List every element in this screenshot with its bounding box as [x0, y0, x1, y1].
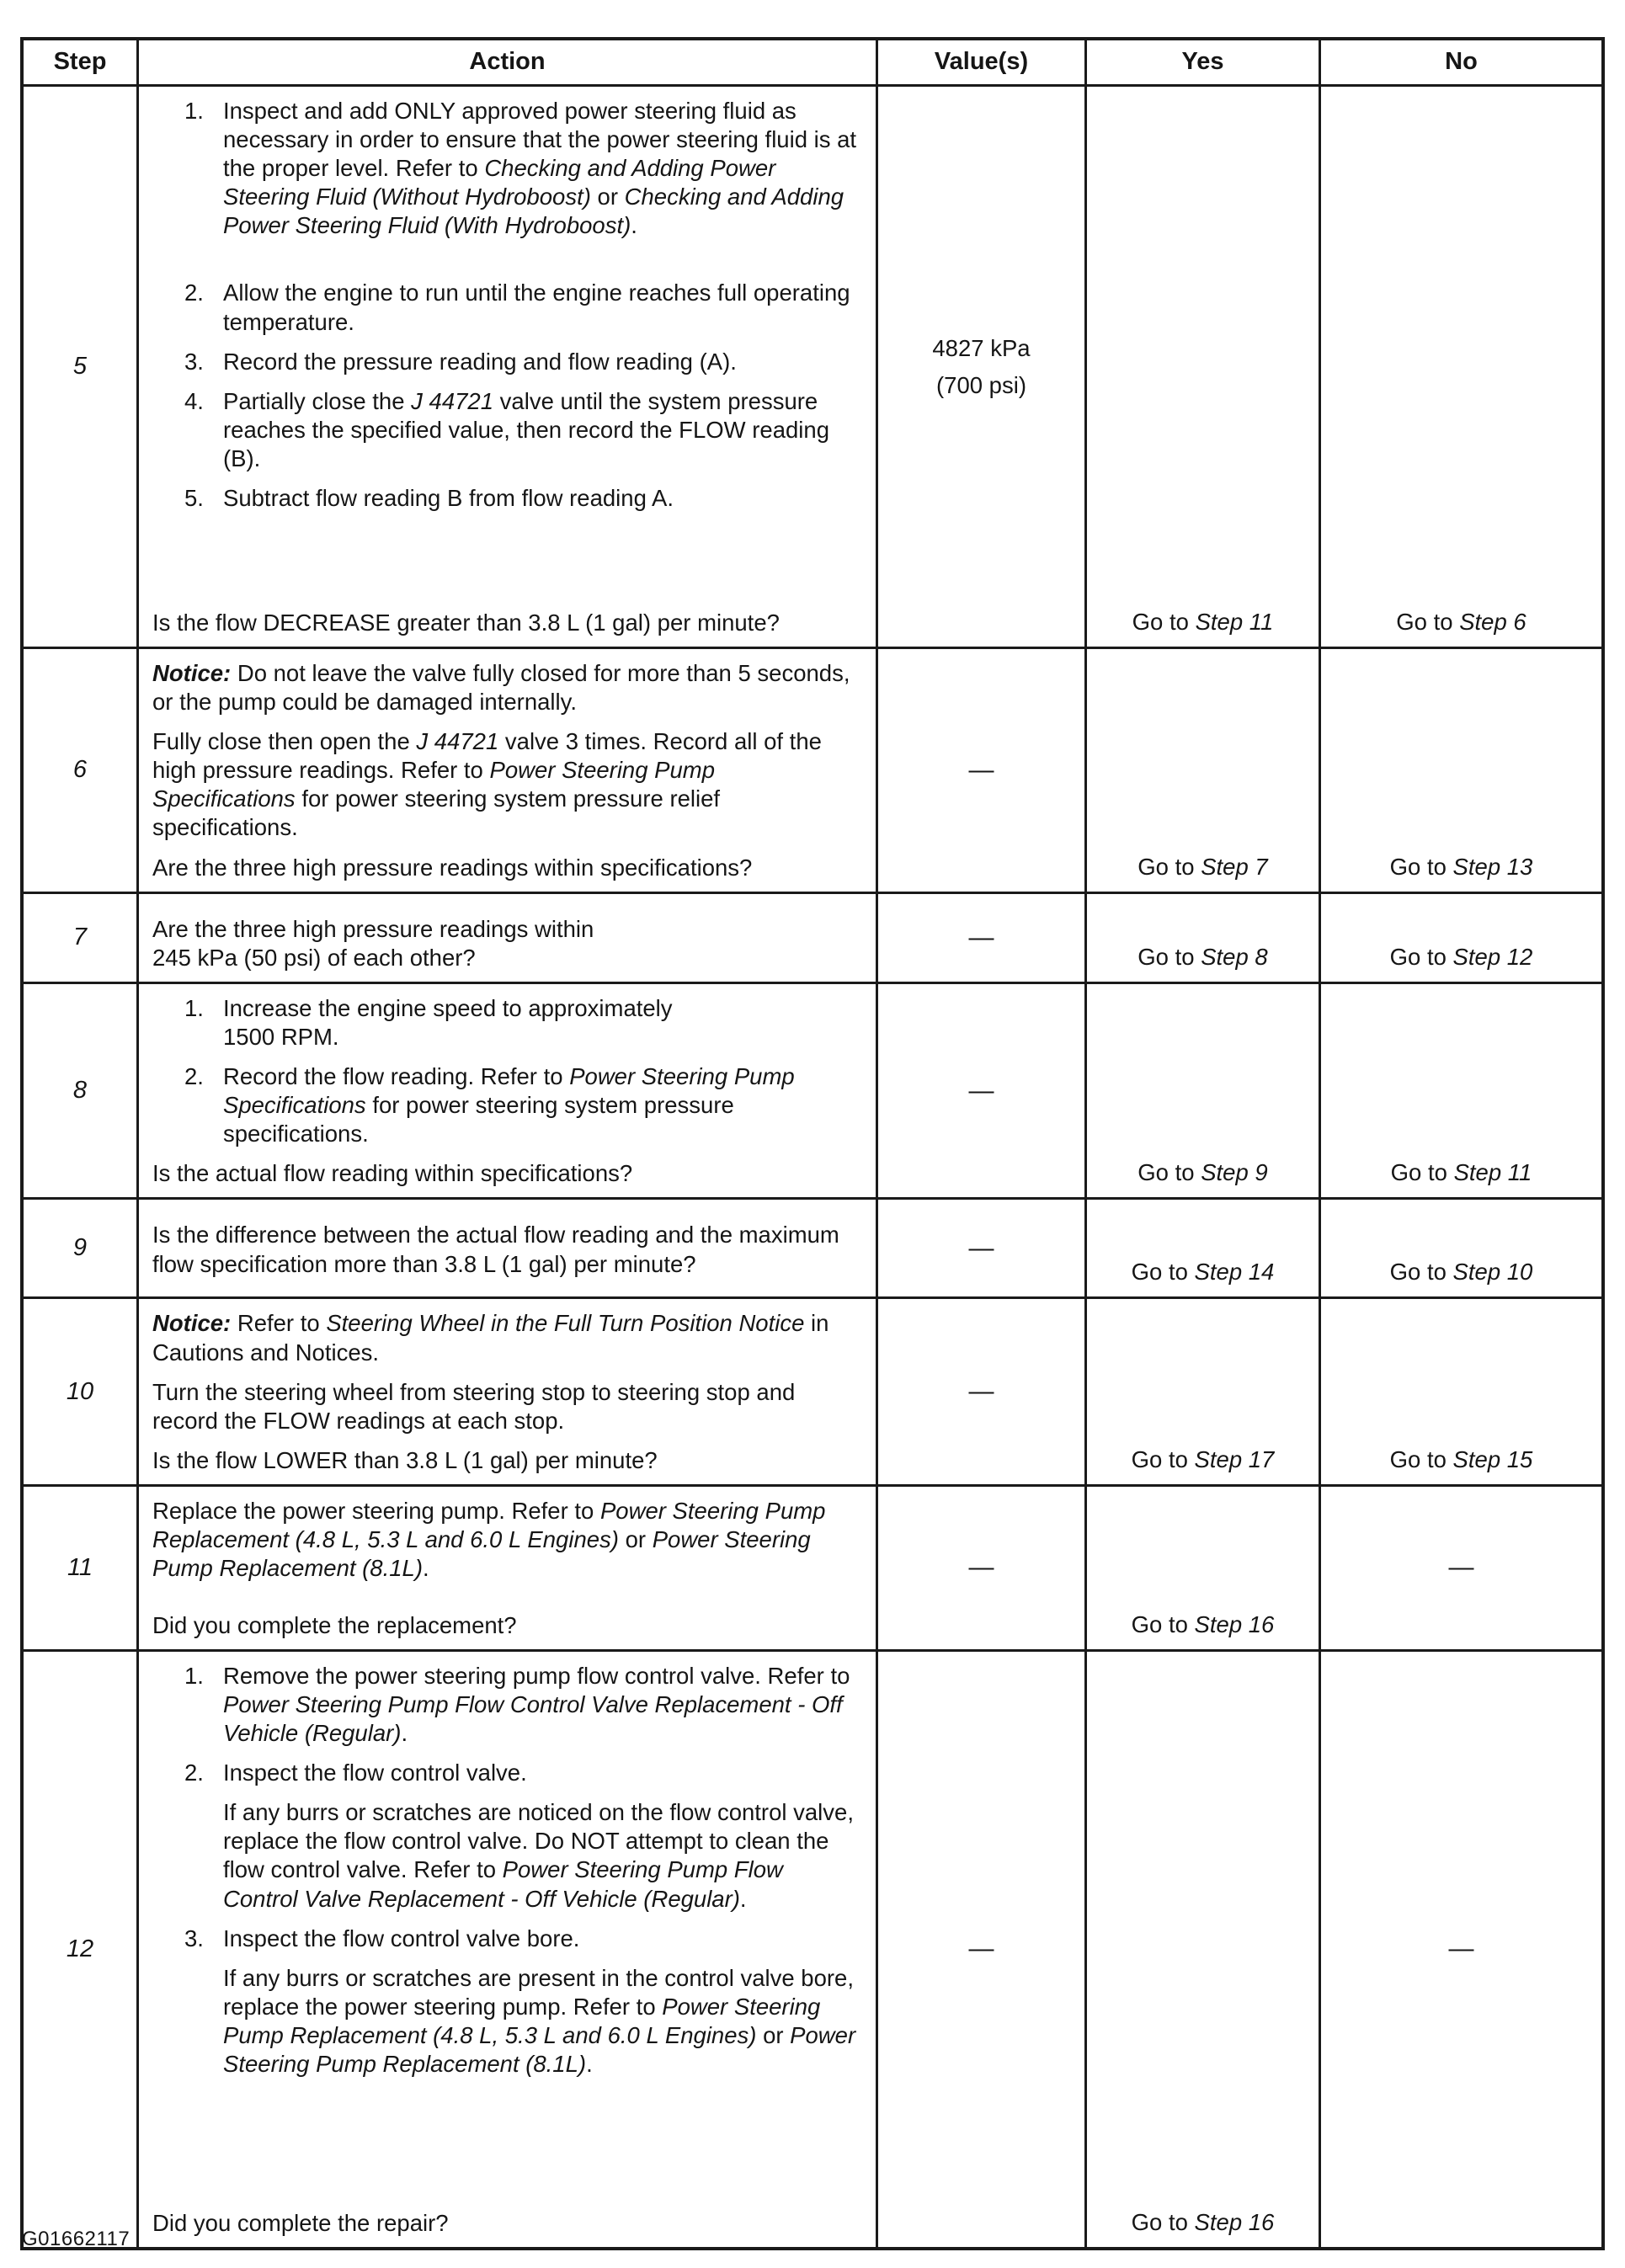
action-cell	[136, 1652, 876, 2247]
text-run: Go to	[1138, 1159, 1201, 1186]
text-run: Are the three high pressure readings within specifications?	[152, 854, 753, 881]
item-number: 1.	[184, 98, 204, 124]
numbered-item	[152, 348, 857, 376]
sub-paragraph	[223, 1798, 857, 1913]
item-text	[223, 348, 857, 376]
step-cell	[24, 1652, 136, 2247]
text-run: Subtract flow reading B from flow reading A.	[223, 485, 674, 512]
step-number: 9	[72, 1234, 88, 1262]
step-number: 6	[72, 756, 88, 784]
text-run: Power Steering Pump Replacement (4.8 L, 5.3 L and 6.0 L Engines)	[223, 1993, 821, 2048]
text-run: Is the flow DECREASE greater than 3.8 L (1 gal) per minute?	[152, 609, 780, 636]
item-text	[223, 484, 857, 513]
item-text	[223, 1759, 857, 1787]
table-row	[24, 892, 1601, 982]
text-run: Power Steering Pump Specifications	[223, 1063, 795, 1119]
text-run: Go to	[1396, 609, 1460, 635]
value-line: 4827 kPa	[932, 334, 1031, 361]
text-run: If any burrs or scratches are present in the control valve bore, replace the power steering pump. Refer to	[223, 1964, 854, 2020]
text-run: Inspect the flow control valve bore.	[223, 1925, 580, 1951]
em-dash: —	[968, 1233, 994, 1262]
no-cell	[1319, 1487, 1601, 1649]
text-run: Go to	[1132, 609, 1196, 635]
text-run: Inspect and add ONLY approved power steering fluid as necessary in order to ensure that the power steering fluid is at the proper level. Refer to	[223, 98, 857, 182]
value-cell	[876, 984, 1084, 1198]
question-text	[152, 1148, 857, 1188]
step-number: 7	[72, 924, 88, 951]
step-cell	[24, 984, 136, 1198]
step-number: 8	[72, 1077, 88, 1105]
text-run: Step 11	[1195, 609, 1274, 635]
text-run: Fully close then open the	[152, 728, 417, 755]
em-dash: —	[968, 1076, 994, 1105]
action-cell	[136, 1299, 876, 1483]
yes-cell	[1084, 649, 1319, 892]
step-cell	[24, 649, 136, 892]
item-text	[223, 994, 857, 1051]
no-cell	[1319, 984, 1601, 1198]
em-dash: —	[1448, 1935, 1474, 1963]
column-header-action: Action	[136, 40, 876, 84]
text-run: or	[756, 2021, 791, 2048]
text-run: Power Steering Pump Replacement (4.8 L, 5.3 L and 6.0 L Engines)	[152, 1497, 826, 1552]
text-run: .	[586, 2051, 593, 2077]
em-dash: —	[1448, 1553, 1474, 1582]
item-number: 4.	[184, 387, 204, 414]
item-number: 2.	[184, 1760, 204, 1786]
text-run: valve 3 times. Record all of the high pressure readings. Refer to	[152, 728, 822, 784]
table-row	[24, 982, 1601, 1198]
item-text	[223, 1062, 857, 1148]
action-cell	[136, 1200, 876, 1296]
goto-text	[1138, 854, 1267, 881]
text-run: Go to	[1131, 1445, 1195, 1472]
value-cell	[876, 894, 1084, 982]
figure-id: G01662117	[22, 2228, 131, 2250]
table-row	[24, 1296, 1601, 1483]
numbered-item	[152, 1925, 857, 1953]
item-number: 2.	[184, 1063, 204, 1090]
paragraph	[152, 659, 857, 716]
text-run: Checking and Adding Power Steering Fluid (Without Hydroboost)	[223, 155, 776, 210]
goto-text	[1390, 1259, 1533, 1286]
goto-text	[1132, 2209, 1275, 2236]
text-run: Go to	[1131, 1259, 1195, 1286]
item-number: 1.	[184, 1662, 204, 1689]
text-run: in Cautions and Notices.	[152, 1310, 829, 1366]
step-number: 10	[66, 1377, 94, 1405]
text-run: Step 12	[1452, 943, 1533, 970]
question-text	[152, 1600, 857, 1640]
text-run: .	[401, 1720, 408, 1747]
numbered-item	[152, 1062, 857, 1148]
em-dash: —	[968, 1935, 994, 1963]
text-run: Go to	[1138, 853, 1201, 880]
text-run: or	[590, 184, 625, 210]
text-run: Go to	[1389, 853, 1453, 880]
paragraph	[152, 727, 857, 842]
numbered-item	[152, 1662, 857, 1748]
paragraph	[152, 1497, 857, 1583]
goto-text	[1138, 1159, 1267, 1186]
em-dash: —	[968, 755, 994, 784]
item-text	[223, 279, 857, 336]
text-run: Go to	[1138, 943, 1201, 970]
text-run: Do not leave the valve fully closed for more than 5 seconds, or the pump could be damaged internally.	[152, 660, 850, 716]
item-number: 3.	[184, 1925, 204, 1951]
action-cell	[136, 894, 876, 982]
goto-text	[1390, 1446, 1533, 1473]
text-run: for power steering system pressure relief specifications.	[152, 785, 721, 841]
goto-text	[1391, 1159, 1532, 1186]
question-text	[152, 843, 857, 882]
text-run: Go to	[1389, 1445, 1453, 1472]
text-run: Are the three high pressure readings within	[152, 915, 594, 942]
text-run: Power Steering Pump Replacement (8.1L)	[152, 1525, 811, 1582]
text-run: for power steering system pressure specifications.	[223, 1092, 734, 1147]
table-row	[24, 1484, 1601, 1649]
column-header-values: Value(s)	[876, 40, 1084, 84]
text-run: Step 15	[1452, 1445, 1533, 1472]
text-run: Step 7	[1201, 853, 1268, 880]
goto-text	[1396, 609, 1526, 636]
em-dash: —	[968, 923, 994, 951]
goto-text	[1390, 944, 1533, 971]
text-run: Replace the power steering pump. Refer to	[152, 1497, 600, 1524]
yes-cell	[1084, 1200, 1319, 1296]
text-run: Power Steering Pump Specifications	[152, 757, 715, 812]
column-header-no: No	[1319, 40, 1601, 84]
goto-text	[1390, 854, 1533, 881]
text-run: valve until the system pressure reaches the specified value, then record the FLOW reading (B).	[223, 387, 829, 471]
value-line: (700 psi)	[936, 371, 1026, 398]
text-run: Step 6	[1459, 609, 1526, 635]
text-run: .	[739, 1885, 747, 1912]
yes-cell	[1084, 1652, 1319, 2247]
text-run: Steering Wheel in the Full Turn Position Notice	[326, 1310, 805, 1337]
text-run: Go to	[1131, 1610, 1195, 1637]
numbered-item	[152, 97, 857, 240]
table-row	[24, 84, 1601, 647]
text-run: J 44721	[416, 728, 499, 755]
diagnostic-table	[20, 37, 1605, 2250]
action-cell	[136, 984, 876, 1198]
step-number: 5	[72, 353, 88, 380]
numbered-item	[152, 387, 857, 473]
no-cell	[1319, 87, 1601, 647]
step-cell	[24, 894, 136, 982]
step-cell	[24, 1200, 136, 1296]
item-text	[223, 1662, 857, 1748]
table-row	[24, 1649, 1601, 2247]
column-header-step: Step	[53, 48, 107, 75]
yes-cell	[1084, 1487, 1319, 1649]
text-run: Increase the engine speed to approximately	[223, 994, 673, 1021]
table-header-row	[24, 40, 1601, 84]
table-row	[24, 1197, 1601, 1296]
numbered-item	[152, 994, 857, 1051]
text-run: Go to	[1389, 943, 1453, 970]
step-cell	[24, 1487, 136, 1649]
value-cell	[876, 1299, 1084, 1483]
text-run: Power Steering Pump Replacement (8.1L)	[223, 2021, 856, 2077]
action-cell	[136, 649, 876, 892]
item-text	[223, 1925, 857, 1953]
text-run: Step 9	[1201, 1159, 1268, 1186]
item-number: 3.	[184, 348, 204, 375]
value-cell	[876, 1200, 1084, 1296]
column-header-yes: Yes	[1084, 40, 1319, 84]
text-run: Power Steering Pump Flow Control Valve Replacement - Off Vehicle (Regular)	[223, 1856, 783, 1912]
text-run: Step 13	[1452, 853, 1533, 880]
question-text	[152, 1435, 857, 1475]
text-run: Did you complete the repair?	[152, 2209, 449, 2236]
text-run: Allow the engine to run until the engine reaches full operating temperature.	[223, 280, 850, 335]
text-run: Notice:	[152, 660, 232, 686]
text-run: Inspect the flow control valve.	[223, 1760, 527, 1786]
no-cell	[1319, 649, 1601, 892]
numbered-item	[152, 279, 857, 336]
text-run: Go to	[1389, 1259, 1453, 1286]
text-run: .	[423, 1555, 429, 1582]
text-run: Step 8	[1201, 943, 1268, 970]
paragraph	[152, 1309, 857, 1366]
text-run: Remove the power steering pump flow control valve. Refer to	[223, 1662, 850, 1689]
text-run: Go to	[1390, 1159, 1454, 1186]
sub-paragraph	[223, 1964, 857, 2079]
paragraph	[152, 1378, 857, 1435]
text-run: Power Steering Pump Flow Control Valve Replacement - Off Vehicle (Regular)	[223, 1690, 843, 1747]
no-cell	[1319, 1299, 1601, 1483]
value-cell	[876, 1487, 1084, 1649]
step-number: 11	[67, 1553, 93, 1581]
text-run: 1500 RPM.	[223, 1023, 339, 1050]
item-text	[223, 97, 857, 240]
text-run: Checking and Adding Power Steering Fluid (With Hydroboost)	[223, 184, 844, 239]
no-cell	[1319, 1200, 1601, 1296]
action-cell	[136, 1487, 876, 1649]
no-cell	[1319, 1652, 1601, 2247]
text-run: Go to	[1131, 2208, 1195, 2235]
step-number: 12	[66, 1935, 94, 1962]
text-run: or	[618, 1525, 653, 1552]
goto-text	[1132, 1611, 1275, 1638]
text-run: Step 11	[1453, 1159, 1532, 1186]
text-run: Step 14	[1194, 1259, 1275, 1286]
text-run: .	[631, 212, 637, 239]
table-row	[24, 647, 1601, 892]
text-run: Step 16	[1194, 2208, 1275, 2235]
yes-cell	[1084, 894, 1319, 982]
text-run: Step 10	[1452, 1259, 1533, 1286]
text-run: Step 17	[1194, 1445, 1275, 1472]
value-cell	[876, 1652, 1084, 2247]
text-run: Partially close the	[223, 387, 412, 414]
text-run: Step 16	[1194, 1610, 1275, 1637]
text-run: Notice:	[152, 1310, 232, 1337]
text-run: Refer to	[231, 1310, 327, 1337]
question-text	[152, 904, 857, 972]
text-run: Turn the steering wheel from steering stop to steering stop and record the FLOW readings at each stop.	[152, 1378, 796, 1434]
value-cell	[876, 87, 1084, 647]
text-run: 245 kPa (50 psi) of each other?	[152, 944, 476, 971]
item-text	[223, 387, 857, 473]
yes-cell	[1084, 87, 1319, 647]
em-dash: —	[968, 1553, 994, 1582]
step-cell	[24, 1299, 136, 1483]
item-number: 5.	[184, 485, 204, 512]
text-run: J 44721	[411, 387, 494, 414]
em-dash: —	[968, 1377, 994, 1406]
text-run: Is the flow LOWER than 3.8 L (1 gal) per minute?	[152, 1446, 658, 1473]
question-text	[152, 598, 857, 637]
text-run: Record the pressure reading and flow reading (A).	[223, 348, 737, 375]
item-number: 2.	[184, 280, 204, 306]
text-run: Record the flow reading. Refer to	[223, 1063, 570, 1090]
value-cell	[876, 649, 1084, 892]
step-cell	[24, 87, 136, 647]
question-text	[152, 1210, 857, 1278]
goto-text	[1132, 609, 1274, 636]
item-number: 1.	[184, 994, 204, 1021]
text-run: If any burrs or scratches are noticed on the flow control valve, replace the flow control valve. Do NOT attempt to clean the flow control valve. Refer to	[223, 1799, 854, 1883]
no-cell	[1319, 894, 1601, 982]
action-cell	[136, 87, 876, 647]
yes-cell	[1084, 1299, 1319, 1483]
yes-cell	[1084, 984, 1319, 1198]
numbered-item	[152, 484, 857, 513]
numbered-item	[152, 1759, 857, 1787]
text-run: Is the difference between the actual flow reading and the maximum flow specification more than 3.8 L (1 gal) per minute?	[152, 1222, 839, 1277]
text-run: Did you complete the replacement?	[152, 1611, 517, 1638]
goto-text	[1132, 1446, 1275, 1473]
goto-text	[1132, 1259, 1275, 1286]
text-run: Is the actual flow reading within specifications?	[152, 1160, 633, 1187]
goto-text	[1138, 944, 1267, 971]
question-text	[152, 2198, 857, 2238]
